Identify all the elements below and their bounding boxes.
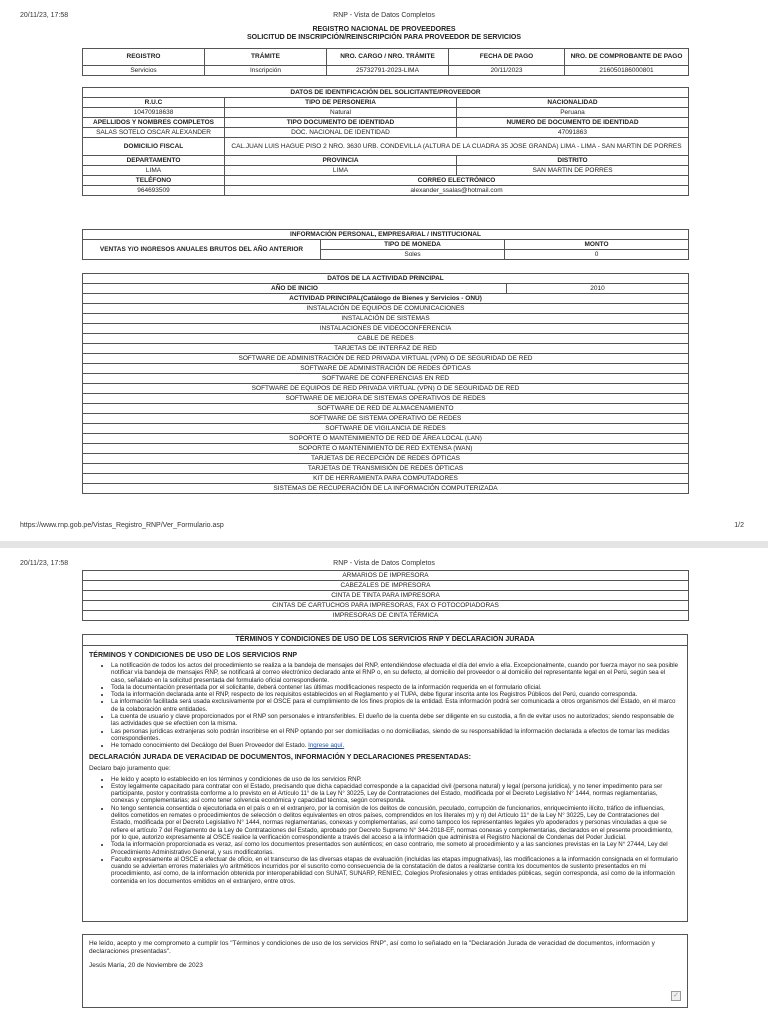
document-title [0,26,768,42]
actividad-item: TARJETAS DE TRANSMISIÓN DE REDES ÓPTICAS [83,464,689,474]
actividad-table-continued [82,570,689,621]
document-title-line1: REGISTRO NACIONAL DE PROVEEDORES [312,26,456,33]
num-doc-value: 47091863 [457,128,689,138]
actividad-item: INSTALACIÓN DE SISTEMAS [83,314,689,324]
declaracion-item: • He leído y acepto lo establecido en los términos y condiciones de uso de los servicios RNP. [111,776,681,783]
actividad-row [83,611,689,621]
provincia-label: PROVINCIA [225,156,457,166]
monto-value: 0 [505,250,689,260]
actividad-item: CINTA DE TINTA PARA IMPRESORA [83,591,689,601]
declaracion-item: • No tengo sentencia consentida o ejecutoriada en el país o en el extranjero, por la comisión de los delitos de concusión, peculado, corrupción de funcionarios, enriquecimiento ilícito, tráfico de influencias, delitos cometidos en remates o procedimientos de selección o delitos equivalentes en otros países, comprendidos en los literales m) y n) del Artículo 11° de la Ley N° 30225, Ley de Contrataciones del Estado, modificada por el Decreto Legislativo N° 1444, normas reglamentarias, conexas y complementarias, así como tampoco los representantes legales y/o apoderados y personas vinculadas a que se refiere el artículo 7 del Reglamento de la Ley de Contrataciones del Estado, aprobado por Decreto Supremo N° 344-2018-EF, normas conexas y complementarias, declarados en el presente procedimiento, por lo que, autorizo expresamente al OSCE realice la verificación correspondiente a través del acceso a la información que administra el Registro Nacional de Condenas del Poder Judicial. [111,805,681,841]
terms-section2-title: DECLARACIÓN JURADA DE VERACIDAD DE DOCUMENTOS, INFORMACIÓN Y DECLARACIONES PRESENTADAS: [89,753,471,761]
actividad-row [83,581,689,591]
place-date: Jesús María, 20 de Noviembre de 2023 [89,962,203,969]
actividad-item: SISTEMAS DE RECUPERACIÓN DE LA INFORMACIÓN COMPUTERIZADA [83,484,689,494]
actividad-row [83,474,689,484]
print-title: RNP - Vista de Datos Completos [333,12,435,19]
footer-page: 1/2 [734,522,744,529]
comprobante-value: 216050186000801 [565,66,689,76]
identificacion-title: DATOS DE IDENTIFICACIÓN DEL SOLICITANTE/PROVEEDOR [83,88,689,98]
tramite-header: TRÁMITE [205,49,327,66]
acceptance-text: He leído, acepto y me comprometo a cumplir los "Términos y condiciones de uso de los servicios RNP", así como lo señalado en la "Declaración Jurada de veracidad de documentos, información y declaraciones presentadas". [89,940,655,955]
catalogo-label: ACTIVIDAD PRINCIPAL(Catálogo de Bienes y Servicios - ONU) [83,294,689,304]
actividad-item: CABEZALES DE IMPRESORA [83,581,689,591]
terms-item-text: La notificación de todos los actos del procedimiento se realiza a la bandeja de mensajes del RNP, entendiéndose efectuada el día del envío a ella. Excepcionalmente, cuando por fuerza mayor no sea posible notificar vía bandeja de mensajes RNP, se notificará al correo electrónico declarado ante el RNP o, en su defecto, al domicilio del proveedor o al domicilio del representante legal en el Perú, según sea el caso, señalado en la solicitud presentada del formulario oficial correspondiente. [111,662,679,684]
distrito-value: SAN MARTIN DE PORRES [457,166,689,176]
ruc-value: 10470918638 [83,108,225,118]
actividad-item: CINTAS DE CARTUCHOS PARA IMPRESORAS, FAX O FOTOCOPIADORAS [83,601,689,611]
actividad-item: KIT DE HERRAMIENTA PARA COMPUTADORES [83,474,689,484]
ruc-label: R.U.C [83,98,225,108]
registro-table [82,48,689,76]
acceptance-box [82,934,688,1008]
declaracion-item: • Estoy legalmente capacitado para contratar con el Estado, precisando que dicha capacidad corresponde a la capacidad civil (persona natural) y legal (persona jurídica), y no tener impedimento para ser participante, postor y contratista conforme a lo previsto en el Artículo 11° de la Ley N° 30225, Ley de Contrataciones del Estado, modificada por el Decreto Legislativo N° 1444, normas reglamentarias, conexas y complementarias; así como tener solvencia económica y capacidad técnica, según corresponda. [111,783,681,805]
terms-item-text: La cuenta de usuario y clave proporcionados por el RNP son personales e intransferibles. El dueño de la cuenta debe ser diligente en su custodia, a fin de evitar usos no autorizados; siendo responsable de las actividades que se efectúen con la misma. [111,713,674,728]
acceptance-content [83,935,687,975]
actividad-row [83,464,689,474]
departamento-label: DEPARTAMENTO [83,156,225,166]
document-title-line2: SOLICITUD DE INSCRIPCIÓN/REINSCRIPCIÓN PARA PROVEEDOR DE SERVICIOS [246,34,522,41]
telefono-value: 964693509 [83,186,225,196]
terms-item [111,728,681,743]
actividad-row [83,324,689,334]
tramite-value: Inscripción [205,66,327,76]
terms-title: TÉRMINOS Y CONDICIONES DE USO DE LOS SERVICIOS RNP Y DECLARACIÓN JURADA [83,635,687,646]
registro-value: Servicios [83,66,205,76]
actividad-item: IMPRESORAS DE CINTA TÉRMICA [83,611,689,621]
print-title-p2: RNP - Vista de Datos Completos [333,560,435,567]
nombres-value: SALAS SOTELO OSCAR ALEXANDER [83,128,225,138]
footer-url: https://www.rnp.gob.pe/Vistas_Registro_RNP/Ver_Formulario.asp [20,522,224,529]
actividad-row [83,334,689,344]
print-datetime-p2: 20/11/23, 17:58 [20,560,69,567]
nombres-label: APELLIDOS Y NOMBRES COMPLETOS [83,118,225,128]
identificacion-table [82,87,689,196]
actividad-row [83,304,689,314]
actividad-item: ARMARIOS DE IMPRESORA [83,571,689,581]
fecha-pago-header: FECHA DE PAGO [449,49,565,66]
tipo-persona-label: TIPO DE PERSONERIA [225,98,457,108]
terms-section2-list [89,776,681,885]
nro-cargo-header: NRO. CARGO / NRO. TRÁMITE [327,49,449,66]
ventas-label: VENTAS Y/O INGRESOS ANUALES BRUTOS DEL AÑO ANTERIOR [83,240,321,260]
actividad-item: SOFTWARE DE ADMINISTRACIÓN DE RED PRIVADA VIRTUAL (VPN) O DE SEGURIDAD DE RED [83,354,689,364]
actividad-row [83,404,689,414]
nacionalidad-label: NACIONALIDAD [457,98,689,108]
page-divider [0,541,768,548]
actividad-row [83,444,689,454]
actividad-row [83,384,689,394]
actividad-row [83,601,689,611]
page-2 [0,548,768,1024]
declaracion-item: • Faculto expresamente al OSCE a efectuar de oficio, en el transcurso de las diversas etapas de evaluación (incluidas las etapas impugnativas), las modificaciones a la información consignada en el formulario cuando se adviertan errores materiales y/o aritméticos incurridos por el suscrito como consecuencia de la constatación de datos a realizarse contra los documentos de sustento presentados en mi procedimiento, así como, de la información obtenida por interoperabilidad con SUNAT, SUNARP, RENIEC, Colegios Profesionales y otras entidades públicas, según corresponda, así como de la información contenida en los documentos emitidos en el extranjero, entre otros. [111,856,681,885]
actividad-row [83,434,689,444]
terms-item-text: Toda la documentación presentada por el solicitante, deberá contener las últimas modificaciones respecto de la información requerida en el formulario oficial. [111,683,542,691]
print-datetime: 20/11/23, 17:58 [20,12,69,19]
nro-cargo-value: 25732791-2023-LIMA [327,66,449,76]
terms-item-text: Las personas jurídicas extranjeras solo podrán inscribirse en el RNP optando por ser domiciliadas o no domiciliadas, siendo de su responsabilidad la información declarada a efectos de tomar las medidas correspondientes. [111,727,670,742]
actividad-title: DATOS DE LA ACTIVIDAD PRINCIPAL [83,274,689,284]
fecha-pago-value: 20/11/2023 [449,66,565,76]
actividad-item: SOFTWARE DE SISTEMA OPERATIVO DE REDES [83,414,689,424]
actividad-row [83,424,689,434]
declaro-text: Declaro bajo juramento que: [89,764,171,772]
terms-item [111,698,681,713]
actividad-item: CABLE DE REDES [83,334,689,344]
tipo-doc-label: TIPO DOCUMENTO DE IDENTIDAD [225,118,457,128]
telefono-label: TELÉFONO [83,176,225,186]
moneda-label: TIPO DE MONEDA [321,240,505,250]
actividad-row [83,364,689,374]
actividad-item: SOFTWARE DE ADMINISTRACIÓN DE REDES ÓPTICAS [83,364,689,374]
terms-body [83,646,687,887]
terms-section1-list [89,662,681,750]
actividad-item: INSTALACIONES DE VIDEOCONFERENCIA [83,324,689,334]
distrito-label: DISTRITO [457,156,689,166]
actividad-row [83,354,689,364]
actividad-item: TARJETAS DE INTERFAZ DE RED [83,344,689,354]
terms-item [111,662,681,684]
actividad-row [83,571,689,581]
actividad-item: SOFTWARE DE VIGILANCIA DE REDES [83,424,689,434]
num-doc-label: NUMERO DE DOCUMENTO DE IDENTIDAD [457,118,689,128]
actividad-item: SOPORTE O MANTENIMIENTO DE RED DE ÁREA LOCAL (LAN) [83,434,689,444]
actividad-item: SOFTWARE DE CONFERENCIAS EN RED [83,374,689,384]
actividad-row [83,591,689,601]
anio-inicio-value: 2010 [507,284,689,294]
actividad-row [83,454,689,464]
moneda-value: Soles [321,250,505,260]
actividad-row [83,374,689,384]
actividad-row [83,314,689,324]
actividad-row [83,344,689,354]
decalogo-link[interactable]: Ingrese aquí. [308,742,345,750]
tipo-persona-value: Natural [225,108,457,118]
accept-checkbox[interactable]: ✓ [671,991,681,1001]
actividad-item: SOFTWARE DE MEJORA DE SISTEMAS OPERATIVOS DE REDES [83,394,689,404]
informacion-table [82,229,689,260]
actividad-row [83,394,689,404]
terms-box [82,634,688,922]
informacion-title: INFORMACIÓN PERSONAL, EMPRESARIAL / INSTITUCIONAL [83,230,689,240]
provincia-value: LIMA [225,166,457,176]
correo-value: alexander_ssalas@hotmail.com [225,186,689,196]
domicilio-value: CAL.JUAN LUIS HAGUE PISO 2 NRO. 3630 URB. CONDEVILLA (ALTURA DE LA CUADRA 35 JOSE GRANDA) LIMA - LIMA - SAN MARTIN DE PORRES [225,138,689,156]
anio-inicio-label: AÑO DE INICIO [83,284,507,294]
terms-section1-title: TÉRMINOS Y CONDICIONES DE USO DE LOS SERVICIOS RNP [89,652,298,659]
terms-item [111,684,681,691]
terms-item-text: La información facilitada será usada exclusivamente por el OSCE para el cumplimiento de los fines propios de la entidad. Esta información podrá ser comunicada a otros organismos del Estado, en el marco de la colaboración entre entidades. [111,698,676,713]
actividad-item: TARJETAS DE RECEPCIÓN DE REDES ÓPTICAS [83,454,689,464]
terms-item [111,713,681,728]
registro-header: REGISTRO [83,49,205,66]
actividad-item: INSTALACIÓN DE EQUIPOS DE COMUNICACIONES [83,304,689,314]
terms-item [111,691,681,698]
declaracion-item: • Toda la información proporcionada es veraz, así como los documentos presentados son auténticos; en caso contrario, me someto al procedimiento y a las sanciones previstas en la Ley N° 27444, Ley del Procedimiento Administrativo General, y sus modificatorias. [111,841,681,856]
actividad-item: SOFTWARE DE RED DE ALMACENAMIENTO [83,404,689,414]
tipo-doc-value: DOC. NACIONAL DE IDENTIDAD [225,128,457,138]
domicilio-label: DOMICILIO FISCAL [83,138,225,156]
actividad-row [83,484,689,494]
nacionalidad-value: Peruana [457,108,689,118]
terms-item [111,742,681,749]
actividad-item: SOPORTE O MANTENIMIENTO DE RED EXTENSA (WAN) [83,444,689,454]
actividad-table [82,273,689,494]
actividad-item: SOFTWARE DE EQUIPOS DE RED PRIVADA VIRTUAL (VPN) O DE SEGURIDAD DE RED [83,384,689,394]
actividad-row [83,414,689,424]
monto-label: MONTO [505,240,689,250]
correo-label: CORREO ELECTRÓNICO [225,176,689,186]
comprobante-header: NRO. DE COMPROBANTE DE PAGO [565,49,689,66]
terms-item-text: Toda la información declarada ante el RNP, respecto de los requisitos establecidos en el Reglamento y el TUPA, debe figurar inscrita ante los Registros Públicos del Perú, cuando corresponda. [111,691,638,699]
departamento-value: LIMA [83,166,225,176]
terms-item-text: He tomado conocimiento del Decálogo del Buen Proveedor del Estado. [111,742,307,750]
